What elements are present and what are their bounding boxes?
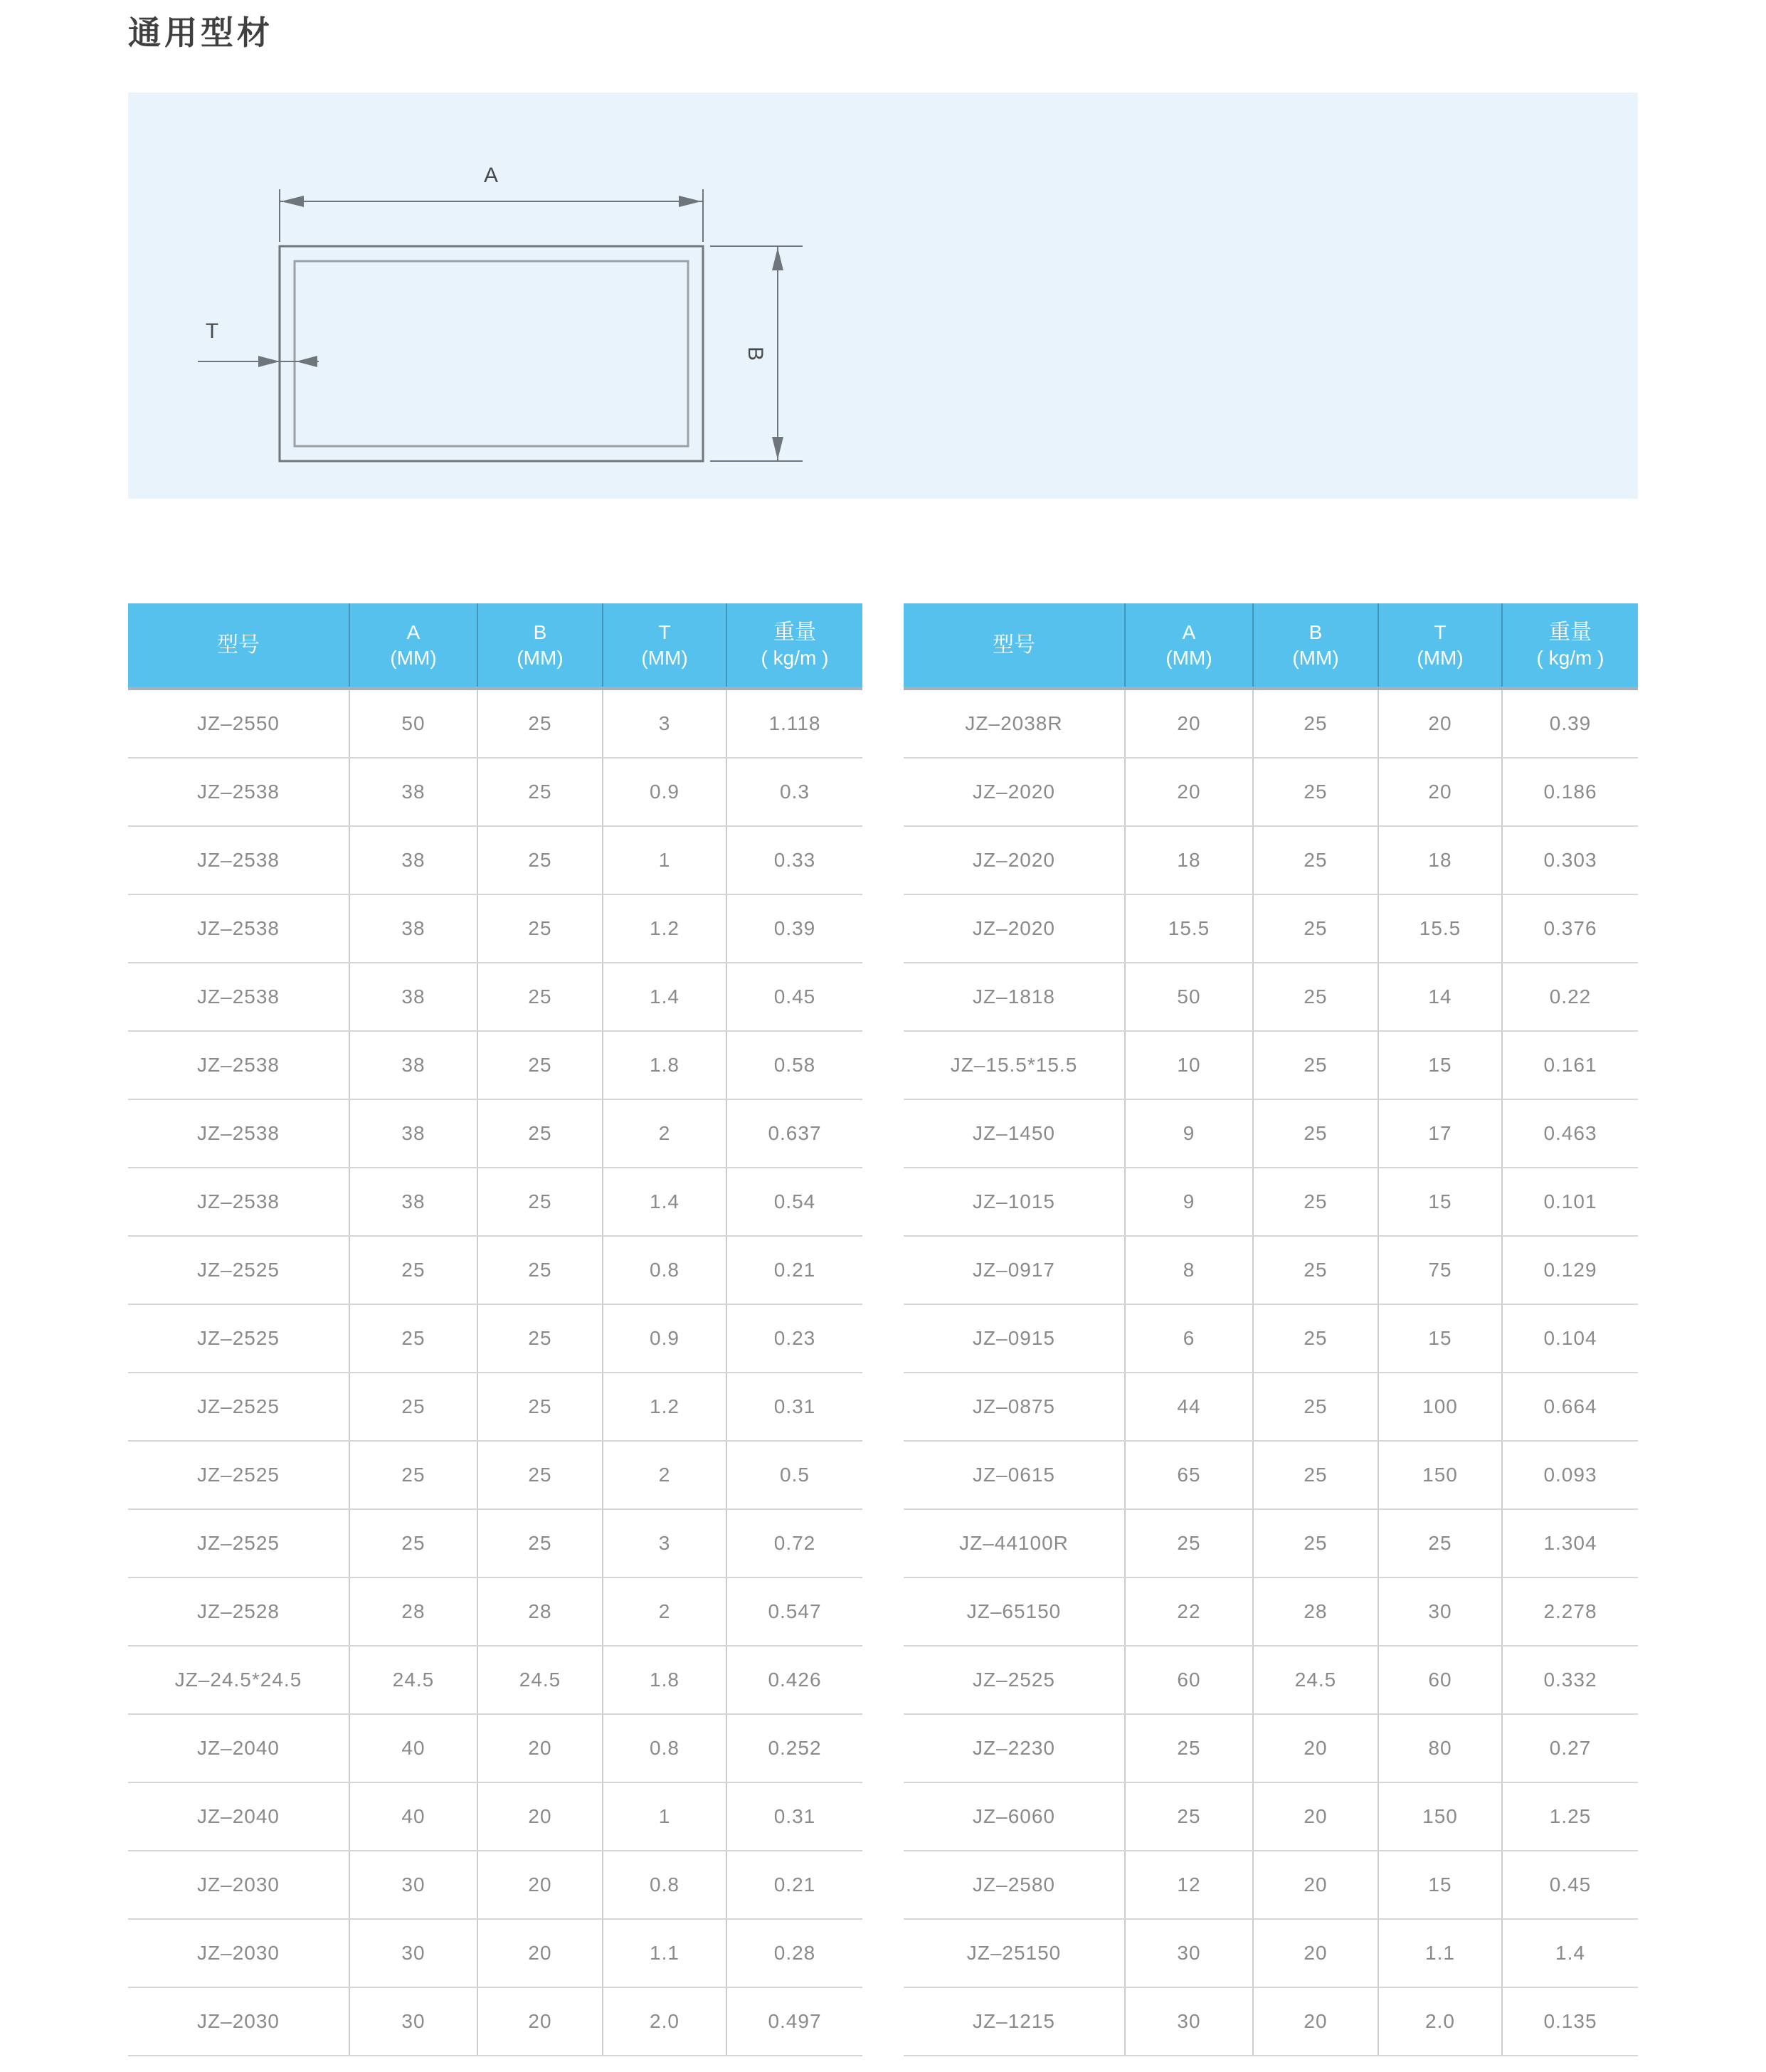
- cell-t: 75: [1378, 1237, 1501, 1304]
- table-row: [128, 895, 862, 963]
- cell-weight: 0.186: [1501, 758, 1638, 825]
- cell-b: 20: [1252, 1988, 1378, 2055]
- cell-weight: 0.332: [1501, 1646, 1638, 1713]
- cell-model: JZ–2030: [197, 1873, 280, 1896]
- header-t-mm: T (MM): [1378, 603, 1501, 687]
- cell-t: 0.9: [602, 758, 726, 825]
- table-row: [128, 1646, 862, 1715]
- cell-b: 20: [477, 1988, 602, 2055]
- cell-t: 80: [1378, 1715, 1501, 1782]
- cell-model: JZ–2040: [197, 1737, 280, 1759]
- table-row: [128, 1920, 862, 1988]
- profile-diagram-svg: [128, 92, 1638, 499]
- dimension-b-label: B: [744, 346, 767, 361]
- table-row: [904, 895, 1638, 963]
- tube-outer-rect: [280, 246, 703, 461]
- cell-a: 30: [1124, 1988, 1252, 2055]
- table-row: [904, 758, 1638, 827]
- cell-t: 14: [1378, 963, 1501, 1030]
- table-row: [904, 1442, 1638, 1510]
- table-row: [904, 827, 1638, 895]
- cell-t: 15: [1378, 1168, 1501, 1235]
- cell-model: JZ–2538: [197, 985, 280, 1008]
- cell-model: JZ–2525: [197, 1464, 280, 1486]
- cell-weight: 1.118: [726, 690, 862, 757]
- cell-t: 20: [1378, 758, 1501, 825]
- cell-a: 9: [1124, 1168, 1252, 1235]
- cell-a: 6: [1124, 1305, 1252, 1372]
- cell-weight: 0.72: [726, 1510, 862, 1577]
- cell-weight: 0.23: [726, 1305, 862, 1372]
- cell-a: 25: [349, 1305, 477, 1372]
- cell-t: 20: [1378, 690, 1501, 757]
- cell-a: 50: [1124, 963, 1252, 1030]
- cell-t: 15: [1378, 1851, 1501, 1918]
- table-row: [904, 1510, 1638, 1578]
- cell-a: 25: [1124, 1783, 1252, 1850]
- cell-t: 1.1: [1378, 1920, 1501, 1987]
- table-row: [904, 1100, 1638, 1168]
- table-row: [904, 1168, 1638, 1237]
- cell-weight: 0.637: [726, 1100, 862, 1167]
- cell-a: 50: [349, 690, 477, 757]
- cell-b: 20: [477, 1920, 602, 1987]
- cell-model: JZ–0917: [973, 1259, 1055, 1281]
- cell-t: 1.8: [602, 1032, 726, 1099]
- cell-model: JZ–2030: [197, 1942, 280, 1964]
- cell-t: 150: [1378, 1442, 1501, 1508]
- cell-b: 25: [1252, 827, 1378, 894]
- spec-table-left-header: [128, 603, 862, 690]
- cell-b: 20: [477, 1851, 602, 1918]
- cell-b: 25: [1252, 963, 1378, 1030]
- cell-weight: 0.093: [1501, 1442, 1638, 1508]
- cell-model: JZ–0915: [973, 1327, 1055, 1349]
- cell-b: 20: [1252, 1920, 1378, 1987]
- spec-table-right-header: [904, 603, 1638, 690]
- cell-t: 2: [602, 1442, 726, 1508]
- cell-t: 17: [1378, 1100, 1501, 1167]
- cell-model: JZ–2030: [197, 2010, 280, 2032]
- cell-a: 9: [1124, 1100, 1252, 1167]
- table-row: [904, 1988, 1638, 2056]
- cell-weight: 0.28: [726, 1920, 862, 1987]
- cell-b: 20: [1252, 1851, 1378, 1918]
- cell-model: JZ–2525: [197, 1532, 280, 1554]
- header-weight: 重量 ( kg/m ): [726, 603, 862, 687]
- cell-model: JZ–24.5*24.5: [174, 1669, 302, 1691]
- cell-model: JZ–2020: [973, 781, 1055, 803]
- cell-a: 38: [349, 1032, 477, 1099]
- cell-b: 25: [1252, 1168, 1378, 1235]
- table-row: [128, 1510, 862, 1578]
- cell-weight: 0.31: [726, 1373, 862, 1440]
- spec-table-right-body: [904, 690, 1638, 2056]
- cell-model: JZ–2538: [197, 1122, 280, 1144]
- cell-a: 38: [349, 827, 477, 894]
- cell-model: JZ–2525: [197, 1395, 280, 1417]
- cell-a: 38: [349, 758, 477, 825]
- cell-b: 24.5: [1252, 1646, 1378, 1713]
- cell-model: JZ–2525: [197, 1327, 280, 1349]
- cell-b: 20: [1252, 1715, 1378, 1782]
- cell-weight: 0.101: [1501, 1168, 1638, 1235]
- cell-a: 25: [349, 1373, 477, 1440]
- cell-a: 38: [349, 895, 477, 962]
- table-row: [128, 758, 862, 827]
- cell-model: JZ–1818: [973, 985, 1055, 1008]
- cell-b: 25: [477, 1168, 602, 1235]
- cell-b: 20: [477, 1783, 602, 1850]
- cell-a: 38: [349, 1100, 477, 1167]
- cell-model: JZ–1215: [973, 2010, 1055, 2032]
- table-row: [904, 1237, 1638, 1305]
- cell-model: JZ–2525: [197, 1259, 280, 1281]
- cell-a: 25: [1124, 1510, 1252, 1577]
- cell-model: JZ–2525: [973, 1669, 1055, 1691]
- cell-t: 30: [1378, 1578, 1501, 1645]
- header-b-mm: B (MM): [1252, 603, 1378, 687]
- cell-model: JZ–2538: [197, 917, 280, 939]
- cell-b: 25: [477, 1032, 602, 1099]
- cell-a: 38: [349, 963, 477, 1030]
- header-weight: 重量 ( kg/m ): [1501, 603, 1638, 687]
- cell-weight: 0.21: [726, 1851, 862, 1918]
- cell-model: JZ–2538: [197, 849, 280, 871]
- cell-a: 38: [349, 1168, 477, 1235]
- cell-model: JZ–2020: [973, 849, 1055, 871]
- profile-cross-section-diagram: [128, 92, 1638, 499]
- cell-weight: 0.104: [1501, 1305, 1638, 1372]
- header-a-mm: A (MM): [349, 603, 477, 687]
- cell-model: JZ–2538: [197, 1190, 280, 1212]
- cell-b: 25: [477, 1510, 602, 1577]
- cell-t: 2.0: [602, 1988, 726, 2055]
- cell-b: 20: [1252, 1783, 1378, 1850]
- cell-b: 25: [477, 963, 602, 1030]
- cell-t: 15.5: [1378, 895, 1501, 962]
- cell-b: 25: [1252, 690, 1378, 757]
- table-row: [128, 1783, 862, 1851]
- cell-weight: 0.426: [726, 1646, 862, 1713]
- cell-b: 25: [477, 1237, 602, 1304]
- cell-t: 18: [1378, 827, 1501, 894]
- cell-weight: 0.161: [1501, 1032, 1638, 1099]
- cell-weight: 0.547: [726, 1578, 862, 1645]
- cell-weight: 0.39: [1501, 690, 1638, 757]
- tube-inner-rect: [295, 261, 688, 446]
- cell-a: 25: [349, 1442, 477, 1508]
- table-row: [904, 1578, 1638, 1646]
- table-row: [128, 690, 862, 758]
- cell-model: JZ–15.5*15.5: [950, 1054, 1078, 1076]
- cell-b: 28: [1252, 1578, 1378, 1645]
- header-b-mm: B (MM): [477, 603, 602, 687]
- header-model: 型号: [993, 633, 1035, 657]
- cell-weight: 0.303: [1501, 827, 1638, 894]
- table-row: [128, 1851, 862, 1920]
- cell-model: JZ–6060: [973, 1805, 1055, 1827]
- cell-t: 1.2: [602, 895, 726, 962]
- cell-a: 10: [1124, 1032, 1252, 1099]
- cell-weight: 0.33: [726, 827, 862, 894]
- header-model: 型号: [217, 633, 260, 657]
- table-row: [128, 1100, 862, 1168]
- cell-a: 12: [1124, 1851, 1252, 1918]
- cell-b: 25: [477, 690, 602, 757]
- cell-a: 20: [1124, 690, 1252, 757]
- cell-a: 15.5: [1124, 895, 1252, 962]
- table-row: [904, 1032, 1638, 1100]
- cell-t: 3: [602, 690, 726, 757]
- header-t-mm: T (MM): [602, 603, 726, 687]
- table-row: [128, 1988, 862, 2056]
- cell-a: 40: [349, 1715, 477, 1782]
- dimension-a: [280, 189, 703, 242]
- table-row: [904, 690, 1638, 758]
- table-row: [128, 1373, 862, 1442]
- cell-a: 30: [349, 1988, 477, 2055]
- cell-weight: 0.45: [726, 963, 862, 1030]
- cell-t: 2: [602, 1100, 726, 1167]
- cell-b: 20: [477, 1715, 602, 1782]
- cell-a: 20: [1124, 758, 1252, 825]
- cell-b: 25: [1252, 1305, 1378, 1372]
- cell-weight: 0.39: [726, 895, 862, 962]
- cell-b: 25: [1252, 1100, 1378, 1167]
- cell-a: 40: [349, 1783, 477, 1850]
- cell-model: JZ–0615: [973, 1464, 1055, 1486]
- cell-model: JZ–2038R: [965, 712, 1063, 734]
- cell-weight: 0.22: [1501, 963, 1638, 1030]
- cell-a: 65: [1124, 1442, 1252, 1508]
- cell-a: 25: [349, 1510, 477, 1577]
- cell-b: 25: [477, 1305, 602, 1372]
- cell-weight: 1.4: [1501, 1920, 1638, 1987]
- cell-t: 0.9: [602, 1305, 726, 1372]
- cell-a: 30: [1124, 1920, 1252, 1987]
- spec-table-left-body: [128, 690, 862, 2056]
- cell-t: 1.4: [602, 963, 726, 1030]
- table-row: [904, 1305, 1638, 1373]
- cell-b: 25: [477, 895, 602, 962]
- cell-b: 25: [477, 1373, 602, 1440]
- table-row: [128, 1168, 862, 1237]
- cell-a: 30: [349, 1920, 477, 1987]
- cell-weight: 0.3: [726, 758, 862, 825]
- table-row: [904, 1920, 1638, 1988]
- cell-t: 3: [602, 1510, 726, 1577]
- cell-model: JZ–44100R: [959, 1532, 1069, 1554]
- table-row: [904, 1373, 1638, 1442]
- table-row: [904, 963, 1638, 1032]
- table-row: [128, 1578, 862, 1646]
- cell-weight: 0.463: [1501, 1100, 1638, 1167]
- cell-b: 25: [1252, 1510, 1378, 1577]
- table-row: [128, 1715, 862, 1783]
- cell-a: 25: [349, 1237, 477, 1304]
- cell-a: 28: [349, 1578, 477, 1645]
- cell-weight: 0.31: [726, 1783, 862, 1850]
- cell-b: 25: [1252, 1373, 1378, 1440]
- table-row: [904, 1646, 1638, 1715]
- cell-weight: 0.58: [726, 1032, 862, 1099]
- cell-b: 25: [477, 1442, 602, 1508]
- dimension-t-label: T: [205, 319, 219, 343]
- cell-model: JZ–0875: [973, 1395, 1055, 1417]
- cell-a: 25: [1124, 1715, 1252, 1782]
- cell-b: 25: [477, 758, 602, 825]
- cell-b: 25: [1252, 1442, 1378, 1508]
- cell-weight: 0.27: [1501, 1715, 1638, 1782]
- table-row: [904, 1715, 1638, 1783]
- cell-model: JZ–2538: [197, 1054, 280, 1076]
- cell-weight: 0.252: [726, 1715, 862, 1782]
- cell-b: 25: [1252, 1237, 1378, 1304]
- table-row: [904, 1783, 1638, 1851]
- table-row: [128, 1442, 862, 1510]
- cell-t: 0.8: [602, 1715, 726, 1782]
- cell-model: JZ–2020: [973, 917, 1055, 939]
- cell-a: 30: [349, 1851, 477, 1918]
- cell-weight: 0.497: [726, 1988, 862, 2055]
- cell-t: 100: [1378, 1373, 1501, 1440]
- cell-model: JZ–65150: [966, 1600, 1062, 1622]
- cell-model: JZ–25150: [966, 1942, 1062, 1964]
- header-a-mm: A (MM): [1124, 603, 1252, 687]
- cell-model: JZ–2550: [197, 712, 280, 734]
- cell-b: 25: [1252, 1032, 1378, 1099]
- cell-t: 25: [1378, 1510, 1501, 1577]
- cell-weight: 1.25: [1501, 1783, 1638, 1850]
- cell-a: 18: [1124, 827, 1252, 894]
- cell-t: 60: [1378, 1646, 1501, 1713]
- cell-weight: 2.278: [1501, 1578, 1638, 1645]
- cell-a: 60: [1124, 1646, 1252, 1713]
- cell-weight: 0.129: [1501, 1237, 1638, 1304]
- cell-t: 1.2: [602, 1373, 726, 1440]
- cell-model: JZ–2040: [197, 1805, 280, 1827]
- cell-t: 150: [1378, 1783, 1501, 1850]
- spec-table-right: [904, 603, 1638, 2056]
- cell-a: 8: [1124, 1237, 1252, 1304]
- cell-b: 28: [477, 1578, 602, 1645]
- cell-model: JZ–2230: [973, 1737, 1055, 1759]
- cell-weight: 0.376: [1501, 895, 1638, 962]
- spec-table-left: [128, 603, 862, 2056]
- cell-b: 25: [477, 1100, 602, 1167]
- cell-t: 1.1: [602, 1920, 726, 1987]
- table-row: [128, 827, 862, 895]
- table-row: [904, 1851, 1638, 1920]
- cell-weight: 0.45: [1501, 1851, 1638, 1918]
- cell-t: 1.4: [602, 1168, 726, 1235]
- cell-b: 25: [1252, 895, 1378, 962]
- cell-weight: 0.664: [1501, 1373, 1638, 1440]
- cell-t: 1: [602, 827, 726, 894]
- cell-t: 1.8: [602, 1646, 726, 1713]
- cell-t: 0.8: [602, 1851, 726, 1918]
- cell-t: 2: [602, 1578, 726, 1645]
- cell-t: 15: [1378, 1032, 1501, 1099]
- cell-weight: 1.304: [1501, 1510, 1638, 1577]
- cell-weight: 0.21: [726, 1237, 862, 1304]
- cell-weight: 0.5: [726, 1442, 862, 1508]
- cell-model: JZ–2528: [197, 1600, 280, 1622]
- cell-model: JZ–2580: [973, 1873, 1055, 1896]
- cell-b: 25: [477, 827, 602, 894]
- table-row: [128, 1237, 862, 1305]
- cell-weight: 0.135: [1501, 1988, 1638, 2055]
- page-title: 通用型材: [128, 14, 273, 51]
- cell-weight: 0.54: [726, 1168, 862, 1235]
- cell-t: 15: [1378, 1305, 1501, 1372]
- table-row: [128, 963, 862, 1032]
- cell-t: 0.8: [602, 1237, 726, 1304]
- cell-model: JZ–2538: [197, 781, 280, 803]
- cell-a: 24.5: [349, 1646, 477, 1713]
- cell-model: JZ–1015: [973, 1190, 1055, 1212]
- cell-a: 22: [1124, 1578, 1252, 1645]
- cell-a: 44: [1124, 1373, 1252, 1440]
- cell-t: 2.0: [1378, 1988, 1501, 2055]
- cell-b: 24.5: [477, 1646, 602, 1713]
- dimension-a-label: A: [483, 164, 499, 187]
- table-row: [128, 1305, 862, 1373]
- table-row: [128, 1032, 862, 1100]
- cell-t: 1: [602, 1783, 726, 1850]
- cell-model: JZ–1450: [973, 1122, 1055, 1144]
- dimension-t: [198, 356, 319, 367]
- cell-b: 25: [1252, 758, 1378, 825]
